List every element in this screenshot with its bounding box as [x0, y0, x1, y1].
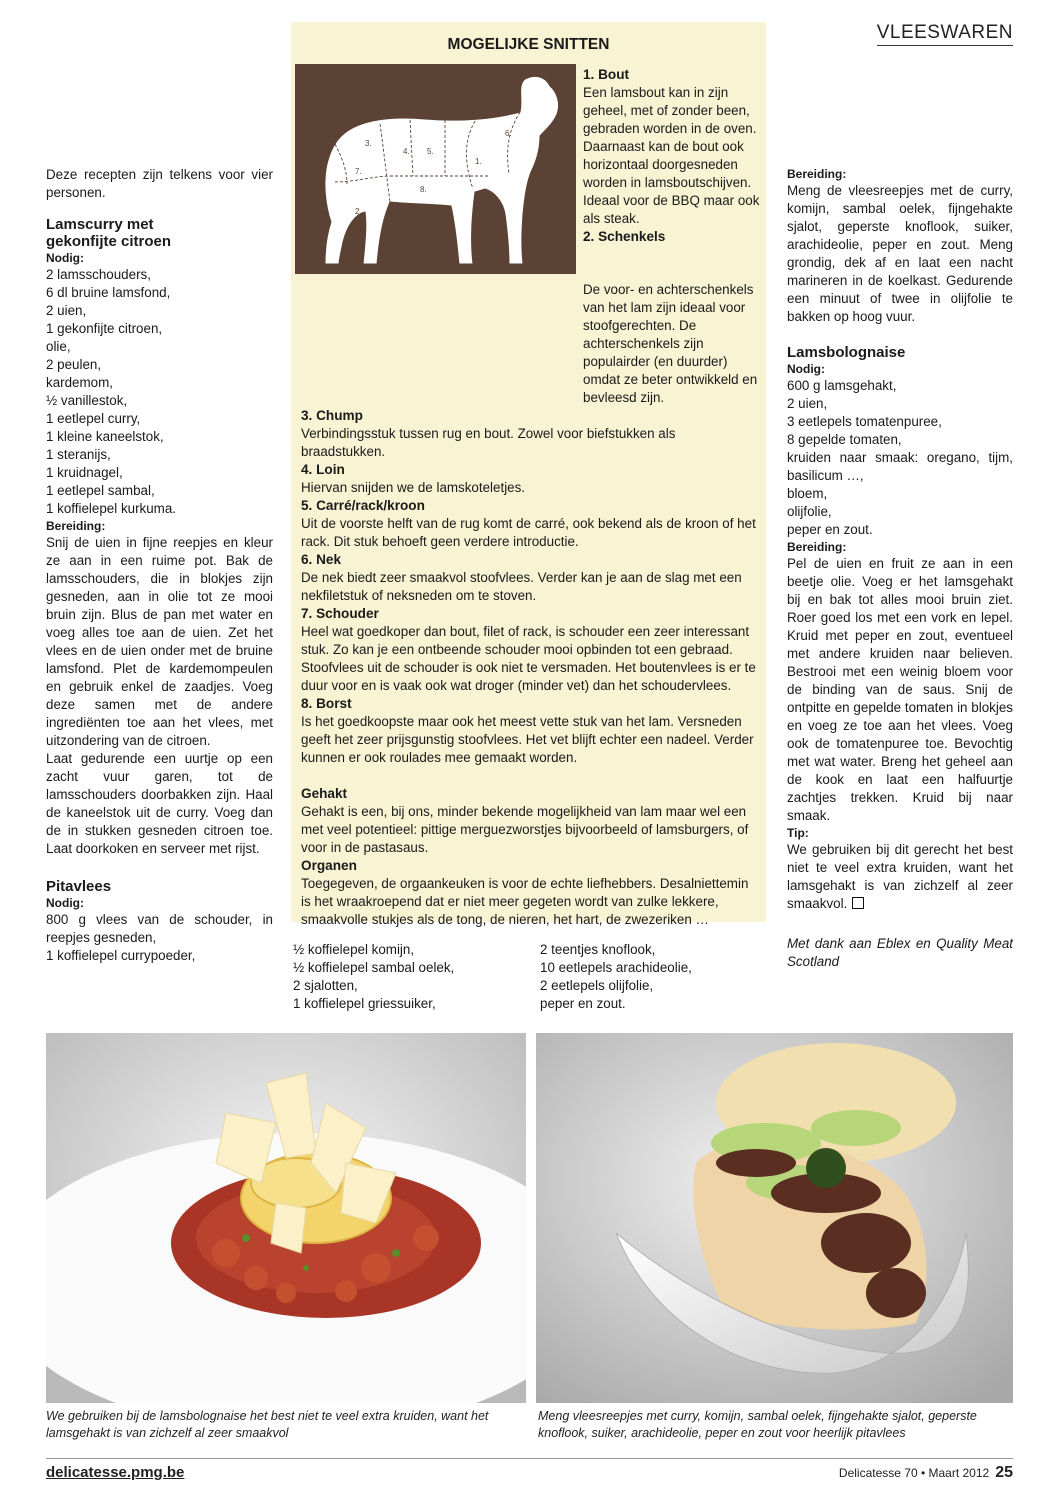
- ingredient-item: ½ koffielepel komijn,: [293, 942, 415, 957]
- ingredient-item: 2 uien,: [787, 396, 828, 411]
- ingredient-item: 600 g lamsgehakt,: [787, 378, 897, 393]
- ingredient-item: 1 koffielepel griessuiker,: [293, 996, 436, 1011]
- cut-heading: Gehakt: [301, 786, 348, 801]
- cut-heading: 4. Loin: [301, 462, 345, 477]
- recipe-title-line2: gekonfijte citroen: [46, 233, 172, 250]
- ingredient-item: 2 eetlepels olijfolie,: [540, 978, 654, 993]
- ingredient-item: 1 eetlepel curry,: [46, 411, 141, 426]
- cut-heading: 1. Bout: [583, 67, 630, 82]
- cut-heading: 7. Schouder: [301, 606, 379, 621]
- ingredient-item: 3 eetlepels tomatenpuree,: [787, 414, 942, 429]
- ingredient-item: 8 gepelde tomaten,: [787, 432, 902, 447]
- ingredient-item: 1 koffielepel kurkuma.: [46, 501, 177, 516]
- ingredient-item: 2 sjalotten,: [293, 978, 358, 993]
- pita-dish-icon: [536, 1033, 1013, 1403]
- thanks-text: Met dank aan Eblex en Quality Meat Scotland: [787, 936, 1013, 969]
- page-number: 25: [995, 1464, 1013, 1481]
- nodig-label: Nodig:: [46, 251, 84, 265]
- recipe-title-pitavlees: Pitavlees: [46, 878, 112, 895]
- nodig-label: Nodig:: [787, 362, 825, 376]
- ingredient-item: 1 koffielepel currypoeder,: [46, 948, 196, 963]
- ingredient-item: kardemom,: [46, 375, 113, 390]
- ingredient-item: 1 kleine kaneelstok,: [46, 429, 164, 444]
- cut-heading: 6. Nek: [301, 552, 342, 567]
- ingredient-item: 1 steranijs,: [46, 447, 111, 462]
- cuts-box-title: MOGELIJKE SNITTEN: [447, 36, 610, 53]
- cut-text: De voor- en achterschenkels van het lam zijn ideaal voor stoofgerechten. De achterschenkels zijn populairder (en duurder) omdat ze beter ontwikkeld en bevleesd zijn.: [583, 282, 758, 405]
- ingredient-item: 2 teentjes knoflook,: [540, 942, 656, 957]
- cut-text: Toegegeven, de orgaankeuken is voor de echte liefhebbers. Desalniettemin is het wraakroepend dat er niet meer gegeten wordt van zulke lekkere, smaakvolle stukjes als de tong, de nieren, het hart, de zwezeriken …: [301, 876, 749, 927]
- cut-heading: 8. Borst: [301, 696, 352, 711]
- cut-text: Hiervan snijden we de lamskoteletjes.: [301, 480, 526, 495]
- footer-issue: [839, 1464, 1013, 1482]
- ingredient-item: peper en zout.: [787, 522, 873, 537]
- ingredient-item: bloem,: [787, 486, 828, 501]
- section-title: VLEESWAREN: [877, 22, 1013, 46]
- cut-number-label: 7.: [355, 167, 362, 176]
- tip-text: [787, 841, 1013, 913]
- nodig-label: Nodig:: [46, 896, 84, 910]
- ingredient-item: ½ koffielepel sambal oelek,: [293, 960, 455, 975]
- ingredient-list: [787, 377, 1013, 539]
- lamb-cuts-diagram: [295, 64, 576, 274]
- ingredient-item: 1 gekonfijte citroen,: [46, 321, 163, 336]
- ingredient-item: 1 eetlepel sambal,: [46, 483, 155, 498]
- ingredient-list: [46, 911, 273, 965]
- cuts-list: [301, 281, 760, 929]
- ingredient-item: 800 g vlees van de schouder, in reepjes gesneden,: [46, 912, 273, 945]
- cut-text: Verbindingsstuk tussen rug en bout. Zowel voor biefstukken als braadstukken.: [301, 426, 676, 459]
- footer-website-link[interactable]: delicatesse.pmg.be: [46, 1464, 185, 1481]
- cut-number-label: 8.: [420, 185, 427, 194]
- cut-text: Een lamsbout kan in zijn geheel, met of zonder been, gebraden worden in de oven. Daarnaast kan de bout ook horizontaal doorgesneden worden in lamsboutschijven. Ideaal voor de BBQ maar ook als steak.: [583, 85, 760, 226]
- recipe-steps: Snij de uien in fijne reepjes en kleur ze aan in een ruime pot. Bak de lamsschouders, die in blokjes zijn gesneden, aan in olie tot ze mooi bruin zijn. Blus de pan met water en voeg alles toe aan de uien. Zet het vlees en de uien onder met de bruine lamsfond. Plet de kardemompeulen en gebruik enkel de zaadjes. Voeg deze samen met de andere ingrediënten toe aan het vlees, met uitzondering van de citroen.: [46, 535, 273, 748]
- ingredient-item: 1 kruidnagel,: [46, 465, 123, 480]
- recipe-steps-2: Laat gedurende een uurtje op een zacht vuur garen, tot de lamsschouders doorbakken zijn. Haal de kaneelstok uit de curry. Voeg dan de in stukken gesneden citroen toe. Laat doorkoken en serveer met rijst.: [46, 751, 273, 856]
- bereiding-label: Bereiding:: [787, 167, 847, 181]
- right-column: [787, 166, 1013, 971]
- cut-heading: 2. Schenkels: [583, 229, 666, 244]
- lamb-silhouette-icon: [295, 64, 576, 274]
- cut-number-label: 3.: [365, 139, 372, 148]
- cut-heading: 5. Carré/rack/kroon: [301, 498, 425, 513]
- ingredient-item: olie,: [46, 339, 71, 354]
- tip-body: We gebruiken bij dit gerecht het best niet te veel extra kruiden, want het lamsgehakt is van zichzelf al zeer smaakvol.: [787, 842, 1013, 911]
- ingredient-item: olijfolie,: [787, 504, 832, 519]
- pita-ingredients-col2: [293, 941, 513, 1013]
- bereiding-label: Bereiding:: [46, 519, 106, 533]
- ingredient-item: kruiden naar smaak: oregano, tijm, basilicum …,: [787, 450, 1013, 483]
- cut-heading: Organen: [301, 858, 357, 873]
- ingredient-item: ½ vanillestok,: [46, 393, 128, 408]
- pasta-dish-icon: [46, 1033, 526, 1403]
- photo-pitavlees: [536, 1033, 1013, 1403]
- cut-number-label: 1.: [475, 157, 482, 166]
- footer-divider: [46, 1458, 1013, 1459]
- ingredient-list: [46, 266, 273, 518]
- end-mark-icon: [852, 897, 864, 909]
- pita-ingredients-col3: [540, 941, 760, 1013]
- cut-text: Is het goedkoopste maar ook het meest vette stuk van het lam. Versneden geeft het zeer prijsgunstig stoofvlees. Het vet blijft echter een nadeel. Verder kunnen er ook roulades mee gemaakt worden.: [301, 714, 754, 765]
- cut-number-label: 6.: [505, 129, 512, 138]
- cut-text: Heel wat goedkoper dan bout, filet of rack, is schouder een zeer interessant stuk. Zo kan je een ontbeende schouder mooi opbinden tot een gebraad. Stoofvlees uit de schouder is ook niet te versmaden. Het boutenvlees is er te duur voor en is vaak ook wat droger (minder vet) dan het schoudervlees.: [301, 624, 756, 693]
- recipe-steps: Pel de uien en fruit ze aan in een beetje olie. Voeg er het lamsgehakt bij en bak tot alles mooi bruin ziet. Roer goed los met een vork en lepel. Kruid met peper en zout, eventueel met andere kruiden naar believen. Bestrooi met een weinig bloem voor de binding van de saus. Snij de ontpitte en gepelde tomaten in blokjes en voeg ze toe aan het vlees. Voeg ook de tomatenpuree toe. Bevochtig met wat water. Breng het geheel aan de kook en laat een halfuurtje zachtjes trekken. Kruid bij naar smaak.: [787, 556, 1013, 823]
- photo-lamsbolognaise: [46, 1033, 526, 1403]
- ingredient-item: 6 dl bruine lamsfond,: [46, 285, 171, 300]
- ingredient-item: 2 peulen,: [46, 357, 102, 372]
- bereiding-label: Bereiding:: [787, 540, 847, 554]
- ingredient-item: peper en zout.: [540, 996, 626, 1011]
- cut-number-label: 5.: [427, 147, 434, 156]
- cut-heading: 3. Chump: [301, 408, 363, 423]
- cut-number-label: 4.: [403, 147, 410, 156]
- pita-steps: Meng de vleesreepjes met de curry, komijn, sambal oelek, fijngehakte sjalot, geperste knoflook, suiker, arachideolie, peper en zout. Meng grondig, dek af en laat een nacht marineren in de koelkast. Gedurende een minuut of twee in olijfolie te bakken op hoog vuur.: [787, 183, 1013, 324]
- cut-item-bout: [583, 66, 761, 246]
- caption-left: We gebruiken bij de lamsbolognaise het best niet te veel extra kruiden, want het lamsgehakt is van zichzelf al zeer smaakvol: [46, 1409, 489, 1440]
- cut-text: Gehakt is een, bij ons, minder bekende mogelijkheid van lam maar wel een met veel potentieel: pittige merguezworstjes bijvoorbeeld of lamsburgers, of voor in de pastasaus.: [301, 804, 749, 855]
- issue-text: Delicatesse 70 • Maart 2012: [838, 1466, 990, 1480]
- ingredient-item: 2 uien,: [46, 303, 87, 318]
- cut-text: Uit de voorste helft van de rug komt de carré, ook bekend als de kroon of het rack. Dit stuk behoeft geen verdere introductie.: [301, 516, 756, 549]
- recipe-title-lamscurry: [46, 216, 273, 250]
- intro-text: Deze recepten zijn telkens voor vier personen.: [46, 167, 273, 200]
- recipe-title-lamsbolognaise: Lamsbolognaise: [787, 344, 906, 361]
- recipe-title-line1: Lamscurry met: [46, 216, 154, 233]
- cut-text: De nek biedt zeer smaakvol stoofvlees. Verder kan je aan de slag met een nekfiletstuk of neksneden om te stoven.: [301, 570, 742, 603]
- cut-number-label: 2.: [355, 207, 362, 216]
- ingredient-item: 10 eetlepels arachideolie,: [540, 960, 692, 975]
- tip-label: Tip:: [787, 826, 809, 840]
- left-column: [46, 166, 273, 965]
- ingredient-item: 2 lamsschouders,: [46, 267, 151, 282]
- caption-right: Meng vleesreepjes met curry, komijn, sambal oelek, fijngehakte sjalot, geperste knoflook, suiker, arachideolie, peper en zout voor heerlijk pitavlees: [538, 1409, 977, 1440]
